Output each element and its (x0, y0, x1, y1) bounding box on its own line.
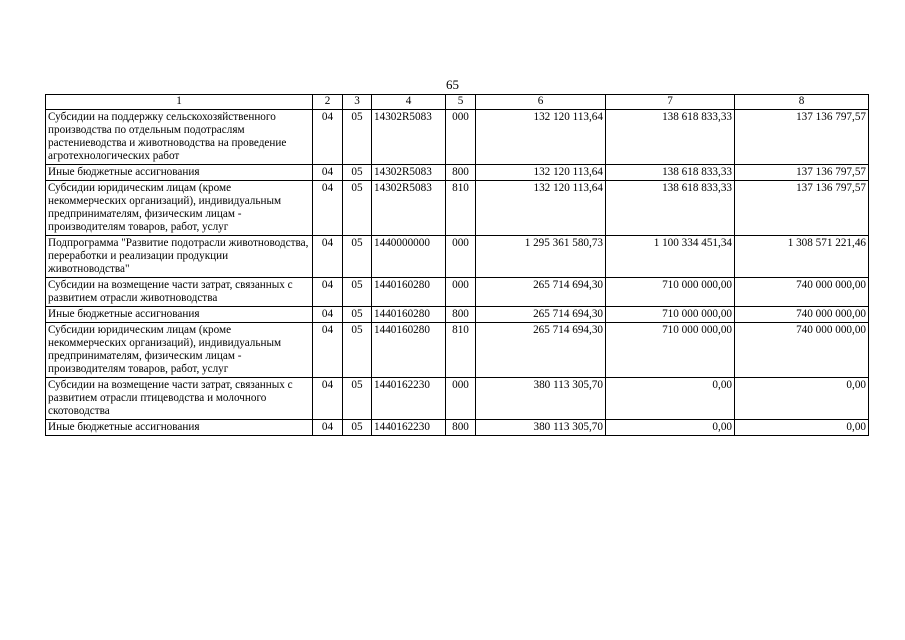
row-subsection: 05 (343, 278, 372, 307)
header-col-7: 7 (606, 95, 735, 110)
table-row (46, 278, 869, 307)
row-subsection: 05 (343, 236, 372, 278)
row-amount-6: 132 120 113,64 (476, 110, 606, 165)
row-name: Субсидии на поддержку сельскохозяйственного производства по отдельным подотраслям растениеводства и животноводства на проведение агротехнологических работ (46, 110, 313, 165)
row-section: 04 (313, 307, 343, 323)
row-amount-7: 138 618 833,33 (606, 110, 735, 165)
row-expense-type: 000 (446, 278, 476, 307)
row-target-code: 1440160280 (372, 278, 446, 307)
row-target-code: 1440160280 (372, 323, 446, 378)
row-section: 04 (313, 110, 343, 165)
header-col-4: 4 (372, 95, 446, 110)
page-number: 65 (446, 77, 459, 92)
row-subsection: 05 (343, 181, 372, 236)
row-section: 04 (313, 181, 343, 236)
row-amount-8: 137 136 797,57 (735, 181, 869, 236)
header-col-1: 1 (46, 95, 313, 110)
row-target-code: 1440162230 (372, 378, 446, 420)
row-expense-type: 000 (446, 236, 476, 278)
row-expense-type: 800 (446, 420, 476, 436)
row-expense-type: 810 (446, 323, 476, 378)
row-amount-7: 138 618 833,33 (606, 165, 735, 181)
row-subsection: 05 (343, 110, 372, 165)
row-amount-8: 137 136 797,57 (735, 110, 869, 165)
row-expense-type: 800 (446, 165, 476, 181)
row-amount-7: 710 000 000,00 (606, 323, 735, 378)
row-amount-7: 1 100 334 451,34 (606, 236, 735, 278)
row-section: 04 (313, 323, 343, 378)
row-amount-6: 1 295 361 580,73 (476, 236, 606, 278)
row-amount-6: 265 714 694,30 (476, 307, 606, 323)
row-amount-7: 0,00 (606, 378, 735, 420)
row-amount-6: 380 113 305,70 (476, 378, 606, 420)
header-col-3: 3 (343, 95, 372, 110)
row-subsection: 05 (343, 323, 372, 378)
table-row (46, 378, 869, 420)
header-col-5: 5 (446, 95, 476, 110)
row-subsection: 05 (343, 165, 372, 181)
row-amount-6: 265 714 694,30 (476, 323, 606, 378)
row-amount-7: 710 000 000,00 (606, 278, 735, 307)
table-row (46, 181, 869, 236)
row-name: Субсидии юридическим лицам (кроме некоммерческих организаций), индивидуальным предпринимателям, физическим лицам - производителям товаров, работ, услуг (46, 323, 313, 378)
row-amount-6: 132 120 113,64 (476, 181, 606, 236)
table-row (46, 110, 869, 165)
row-amount-6: 132 120 113,64 (476, 165, 606, 181)
row-name: Иные бюджетные ассигнования (46, 307, 313, 323)
row-target-code: 1440000000 (372, 236, 446, 278)
row-name: Субсидии на возмещение части затрат, связанных с развитием отрасли птицеводства и молочного скотоводства (46, 378, 313, 420)
row-target-code: 14302R5083 (372, 165, 446, 181)
row-amount-8: 740 000 000,00 (735, 278, 869, 307)
row-expense-type: 000 (446, 378, 476, 420)
header-col-2: 2 (313, 95, 343, 110)
budget-table (45, 94, 869, 436)
header-row (46, 95, 869, 110)
row-expense-type: 000 (446, 110, 476, 165)
row-amount-7: 0,00 (606, 420, 735, 436)
row-name: Субсидии на возмещение части затрат, связанных с развитием отрасли животноводства (46, 278, 313, 307)
row-section: 04 (313, 165, 343, 181)
table-row (46, 165, 869, 181)
row-subsection: 05 (343, 307, 372, 323)
row-section: 04 (313, 236, 343, 278)
table-row (46, 323, 869, 378)
row-expense-type: 800 (446, 307, 476, 323)
row-amount-8: 740 000 000,00 (735, 323, 869, 378)
row-name: Иные бюджетные ассигнования (46, 165, 313, 181)
row-amount-8: 740 000 000,00 (735, 307, 869, 323)
row-target-code: 14302R5083 (372, 110, 446, 165)
row-amount-6: 265 714 694,30 (476, 278, 606, 307)
row-name: Субсидии юридическим лицам (кроме некоммерческих организаций), индивидуальным предпринимателям, физическим лицам - производителям товаров, работ, услуг (46, 181, 313, 236)
row-amount-7: 138 618 833,33 (606, 181, 735, 236)
row-section: 04 (313, 420, 343, 436)
row-expense-type: 810 (446, 181, 476, 236)
row-amount-8: 0,00 (735, 420, 869, 436)
row-amount-8: 0,00 (735, 378, 869, 420)
row-amount-8: 1 308 571 221,46 (735, 236, 869, 278)
row-target-code: 1440162230 (372, 420, 446, 436)
row-target-code: 1440160280 (372, 307, 446, 323)
row-target-code: 14302R5083 (372, 181, 446, 236)
row-amount-7: 710 000 000,00 (606, 307, 735, 323)
row-name: Иные бюджетные ассигнования (46, 420, 313, 436)
table-row (46, 307, 869, 323)
table-row (46, 236, 869, 278)
row-subsection: 05 (343, 378, 372, 420)
row-amount-8: 137 136 797,57 (735, 165, 869, 181)
header-col-8: 8 (735, 95, 869, 110)
header-col-6: 6 (476, 95, 606, 110)
row-name: Подпрограмма "Развитие подотрасли животноводства, переработки и реализации продукции животноводства" (46, 236, 313, 278)
table-row (46, 420, 869, 436)
row-subsection: 05 (343, 420, 372, 436)
row-section: 04 (313, 278, 343, 307)
row-section: 04 (313, 378, 343, 420)
row-amount-6: 380 113 305,70 (476, 420, 606, 436)
